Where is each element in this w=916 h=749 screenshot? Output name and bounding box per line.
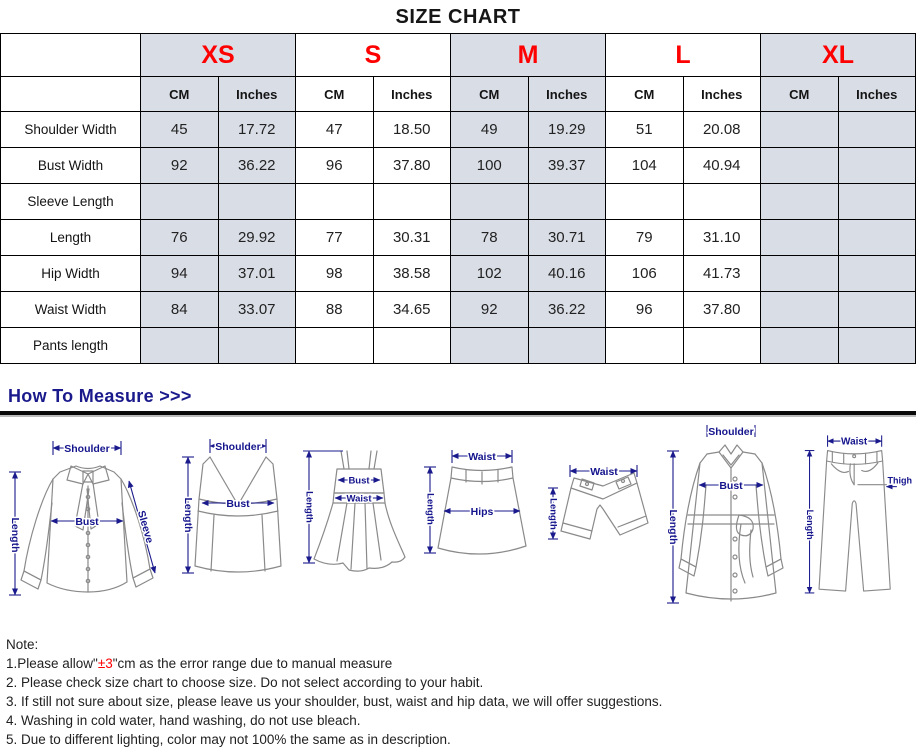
blouse-sleeve-label: Sleeve xyxy=(134,509,156,545)
size-header-cell: XS xyxy=(141,34,296,77)
value-cell: 40.16 xyxy=(528,256,606,292)
dress-measure-lines xyxy=(303,451,383,563)
unit-header-cell: Inches xyxy=(683,77,761,112)
dress-length-label: Length xyxy=(303,491,315,523)
unit-header-cell: CM xyxy=(761,77,839,112)
value-cell: 98 xyxy=(296,256,374,292)
value-cell xyxy=(296,184,374,220)
value-cell: 34.65 xyxy=(373,292,451,328)
value-cell xyxy=(141,184,219,220)
pants-outline-icon xyxy=(819,451,890,591)
coat-shoulder-label: Shoulder xyxy=(707,425,754,438)
value-cell: 96 xyxy=(296,148,374,184)
value-cell: 45 xyxy=(141,112,219,148)
value-cell xyxy=(838,292,916,328)
dress-bust-label: Bust xyxy=(348,475,370,487)
unit-header-cell: CM xyxy=(296,77,374,112)
value-cell xyxy=(838,328,916,364)
value-cell xyxy=(528,184,606,220)
pants-thigh-label: Thigh xyxy=(887,475,912,486)
note-line-3: 3. If still not sure about size, please leave us your shoulder, bust, waist and hip data, we will offer suggestions. xyxy=(6,694,663,709)
blouse-bust-label: Bust xyxy=(75,515,99,528)
dress-outline-icon xyxy=(314,451,405,571)
pants-waist-label: Waist xyxy=(841,436,868,448)
corner-cell xyxy=(1,34,141,77)
note-line-2: 2. Please check size chart to choose size. Do not select according to your habit. xyxy=(6,675,484,690)
unit-header-cell: CM xyxy=(451,77,529,112)
value-cell xyxy=(683,184,761,220)
skirt-measure-lines xyxy=(424,450,520,553)
size-header-cell: XL xyxy=(761,34,916,77)
size-header-cell: L xyxy=(606,34,761,77)
value-cell: 94 xyxy=(141,256,219,292)
unit-header-cell: Inches xyxy=(218,77,296,112)
unit-header-cell: Inches xyxy=(373,77,451,112)
value-cell xyxy=(606,328,684,364)
unit-header-cell: CM xyxy=(141,77,219,112)
note-line-1-prefix: 1.Please allow" xyxy=(6,656,98,671)
value-cell xyxy=(838,112,916,148)
measure-diagrams xyxy=(0,415,916,625)
how-to-measure-heading: How To Measure >>> xyxy=(8,386,192,406)
skirt-hips-label: Hips xyxy=(470,505,493,518)
note-line-1-suffix: "cm as the error range due to manual measure xyxy=(112,656,393,671)
blouse-shoulder-label: Shoulder xyxy=(64,442,110,455)
shorts-waist-label: Waist xyxy=(590,465,618,478)
value-cell: 38.58 xyxy=(373,256,451,292)
table-row xyxy=(1,256,916,292)
row-label-cell: Hip Width xyxy=(1,256,141,292)
tank-top-outline-icon xyxy=(195,457,281,572)
value-cell: 41.73 xyxy=(683,256,761,292)
value-cell: 37.80 xyxy=(683,292,761,328)
value-cell: 84 xyxy=(141,292,219,328)
pants-measure-lines xyxy=(805,435,912,593)
value-cell: 104 xyxy=(606,148,684,184)
table-row xyxy=(1,184,916,220)
value-cell: 102 xyxy=(451,256,529,292)
dress-waist-label: Waist xyxy=(346,493,372,505)
value-cell xyxy=(761,292,839,328)
skirt-length-label: Length xyxy=(423,493,435,525)
table-row xyxy=(1,328,916,364)
value-cell: 51 xyxy=(606,112,684,148)
page-title: SIZE CHART xyxy=(395,6,521,28)
size-header-cell: M xyxy=(451,34,606,77)
value-cell: 92 xyxy=(451,292,529,328)
shorts-outline-icon xyxy=(561,473,648,539)
pants-length-label: Length xyxy=(805,509,816,540)
value-cell: 31.10 xyxy=(683,220,761,256)
skirt-diagram xyxy=(420,445,540,565)
value-cell: 76 xyxy=(141,220,219,256)
value-cell xyxy=(683,328,761,364)
value-cell xyxy=(838,220,916,256)
note-line-1 xyxy=(6,654,916,673)
value-cell xyxy=(373,184,451,220)
tank-top-bust-label: Bust xyxy=(225,497,250,510)
skirt-waist-label: Waist xyxy=(467,450,496,463)
value-cell xyxy=(373,328,451,364)
value-cell xyxy=(761,184,839,220)
corner-cell xyxy=(1,77,141,112)
value-cell xyxy=(296,328,374,364)
value-cell: 37.01 xyxy=(218,256,296,292)
value-cell xyxy=(761,220,839,256)
coat-measure-lines xyxy=(667,425,763,603)
value-cell xyxy=(761,112,839,148)
value-cell: 30.71 xyxy=(528,220,606,256)
value-cell xyxy=(838,148,916,184)
notes-section xyxy=(0,625,916,749)
value-cell: 19.29 xyxy=(528,112,606,148)
dress-diagram xyxy=(299,443,419,573)
value-cell: 78 xyxy=(451,220,529,256)
value-cell xyxy=(838,184,916,220)
value-cell: 20.08 xyxy=(683,112,761,148)
value-cell xyxy=(528,328,606,364)
size-table xyxy=(0,33,916,364)
value-cell: 77 xyxy=(296,220,374,256)
value-cell xyxy=(606,184,684,220)
row-label-cell: Sleeve Length xyxy=(1,184,141,220)
value-cell: 18.50 xyxy=(373,112,451,148)
row-label-cell: Waist Width xyxy=(1,292,141,328)
value-cell: 29.92 xyxy=(218,220,296,256)
value-cell: 49 xyxy=(451,112,529,148)
tank-top-diagram xyxy=(174,433,299,583)
value-cell xyxy=(451,328,529,364)
value-cell xyxy=(761,148,839,184)
note-line-5: 5. Due to different lighting, color may not 100% the same as in description. xyxy=(6,732,451,747)
value-cell: 39.37 xyxy=(528,148,606,184)
value-cell: 40.94 xyxy=(683,148,761,184)
tank-top-length-label: Length xyxy=(181,497,194,533)
unit-header-cell: Inches xyxy=(838,77,916,112)
shorts-length-label: Length xyxy=(547,498,559,530)
value-cell xyxy=(218,184,296,220)
value-cell xyxy=(761,256,839,292)
size-table-head xyxy=(1,34,916,112)
coat-length-label: Length xyxy=(666,509,679,545)
value-cell: 36.22 xyxy=(218,148,296,184)
unit-header-cell: Inches xyxy=(528,77,606,112)
shorts-diagram xyxy=(540,461,660,561)
value-cell: 17.72 xyxy=(218,112,296,148)
blouse-measure-lines xyxy=(9,441,156,595)
value-cell: 47 xyxy=(296,112,374,148)
value-cell: 92 xyxy=(141,148,219,184)
table-row xyxy=(1,220,916,256)
value-cell: 33.07 xyxy=(218,292,296,328)
value-cell xyxy=(451,184,529,220)
row-label-cell: Bust Width xyxy=(1,148,141,184)
unit-header-cell: CM xyxy=(606,77,684,112)
row-label-cell: Shoulder Width xyxy=(1,112,141,148)
blouse-diagram xyxy=(3,431,173,611)
value-cell xyxy=(761,328,839,364)
value-cell xyxy=(218,328,296,364)
table-row xyxy=(1,112,916,148)
coat-outline-icon xyxy=(679,445,783,601)
value-cell xyxy=(838,256,916,292)
tank-top-shoulder-label: Shoulder xyxy=(214,440,261,453)
size-table-body xyxy=(1,112,916,364)
value-cell: 79 xyxy=(606,220,684,256)
value-cell: 37.80 xyxy=(373,148,451,184)
value-cell: 96 xyxy=(606,292,684,328)
row-label-cell: Length xyxy=(1,220,141,256)
value-cell xyxy=(141,328,219,364)
table-row xyxy=(1,148,916,184)
value-cell: 106 xyxy=(606,256,684,292)
note-line-4: 4. Washing in cold water, hand washing, do not use bleach. xyxy=(6,713,361,728)
blouse-outline-icon xyxy=(21,466,153,592)
row-label-cell: Pants length xyxy=(1,328,141,364)
notes-heading: Note: xyxy=(6,637,39,652)
blouse-length-label: Length xyxy=(9,517,22,553)
note-line-1-tolerance: ±3 xyxy=(97,656,113,671)
coat-bust-label: Bust xyxy=(718,479,743,492)
coat-diagram xyxy=(661,421,801,613)
value-cell: 36.22 xyxy=(528,292,606,328)
pants-diagram xyxy=(801,427,913,607)
size-header-cell: S xyxy=(296,34,451,77)
value-cell: 30.31 xyxy=(373,220,451,256)
value-cell: 88 xyxy=(296,292,374,328)
table-row xyxy=(1,292,916,328)
value-cell: 100 xyxy=(451,148,529,184)
